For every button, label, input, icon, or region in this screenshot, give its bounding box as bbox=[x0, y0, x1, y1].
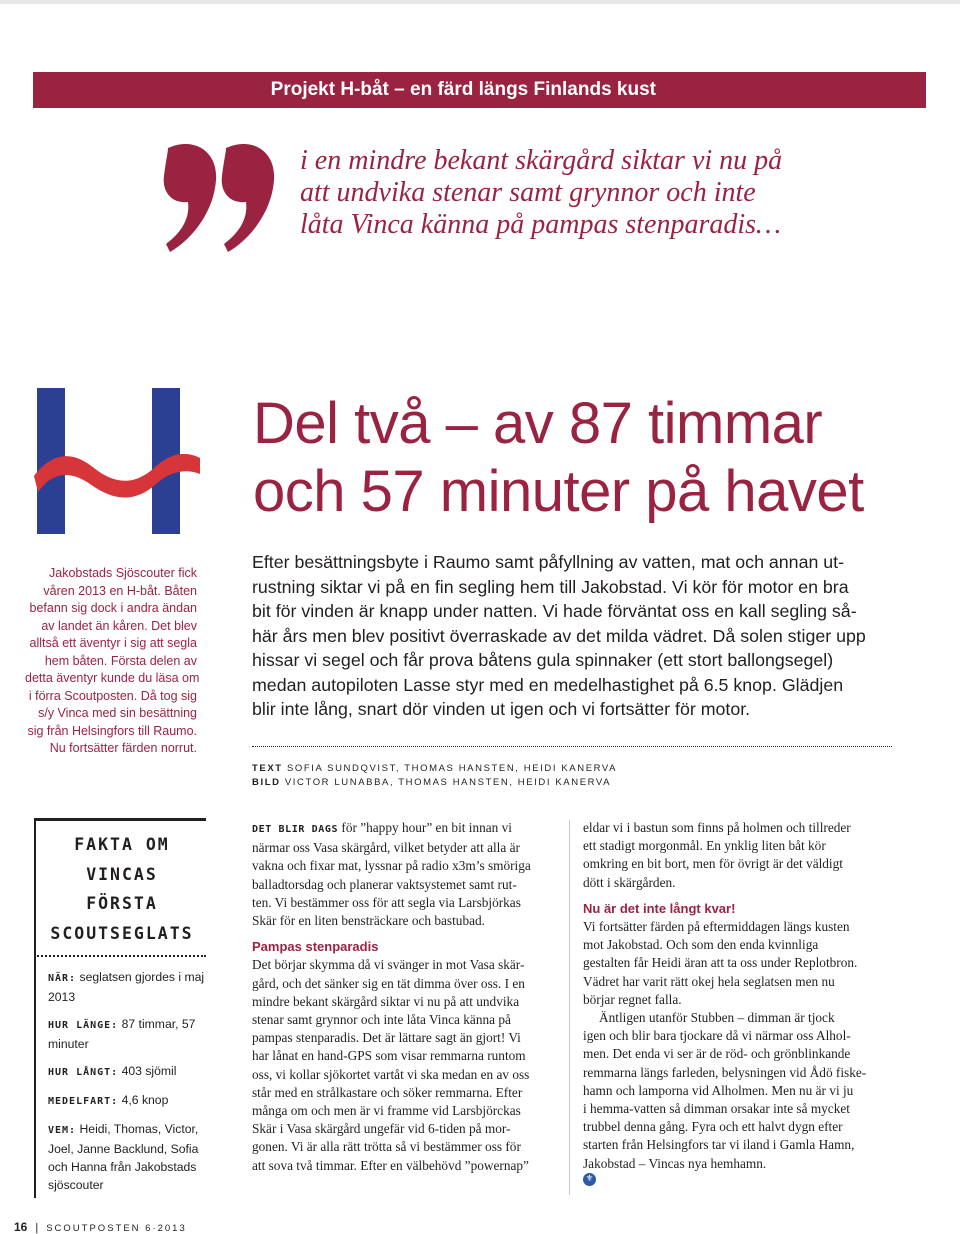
pull-quote bbox=[300, 145, 900, 241]
body-line: Vädret har varit rätt okej hela seglatsen men nu bbox=[583, 973, 835, 989]
text-credit-names: SOFIA SUNDQVIST, THOMAS HANSTEN, HEIDI KANERVA bbox=[286, 763, 618, 774]
body-line: oss, vi kollar sjökortet vartåt vi ska medan en av oss bbox=[252, 1066, 530, 1082]
intro-line: s/y Vinca med sin besättning bbox=[38, 706, 197, 720]
body-line: trubbel denna gång. Fyra och ett halvt dygn efter bbox=[583, 1119, 843, 1135]
text-credit-label: TEXT bbox=[252, 763, 283, 774]
intro-line: detta äventyr kunde du läsa om bbox=[25, 671, 200, 685]
intro-line: befann sig dock i andra ändan bbox=[29, 601, 197, 615]
lead-paragraph bbox=[252, 550, 902, 722]
fact-title-line: FAKTA OM bbox=[74, 835, 170, 854]
fact-label: HUR LÅNGT: bbox=[48, 1067, 119, 1078]
headline-line: och 57 minuter på havet bbox=[253, 459, 864, 524]
body-line: igen och blir bara tjockare då vi närmar oss Alhol- bbox=[583, 1028, 851, 1044]
body-line: men. Det enda vi ser är de röd- och grönblinkande bbox=[583, 1046, 851, 1062]
fact-value: Heidi, Thomas, Victor, Joel, Janne Backlund, Sofia och Hanna från Jakobstads sjöscouter bbox=[48, 1122, 199, 1192]
body-line: balladtorsdag och planerar vaktsystemet samt rut- bbox=[252, 876, 517, 892]
body-line: eldar vi i bastun som finns på holmen och tillreder bbox=[583, 820, 851, 835]
body-line: ett stadigt morgonmål. En ynklig liten båt kör bbox=[583, 838, 826, 854]
fact-value: 4,6 knop bbox=[121, 1093, 169, 1107]
body-line: i hemma-vatten så dimman orsakar inte så mycket bbox=[583, 1101, 850, 1117]
body-line: gonen. Vi är alla rätt trötta så vi bestämmer oss för bbox=[252, 1139, 521, 1155]
body-line: närmar oss Vasa skärgård, vilket betyder att alla är bbox=[252, 840, 520, 856]
fact-box-body bbox=[48, 968, 208, 1203]
fact-title-line: SCOUTSEGLATS bbox=[50, 923, 194, 943]
body-line: står med en strålkastare och söker remmarna. Efter bbox=[252, 1084, 523, 1100]
body-line: mot Jakobstad. Och som den enda kvinnliga bbox=[583, 937, 819, 953]
body-line: vakna och fixar mat, lyssnar på radio x3m’s smöriga bbox=[252, 858, 531, 874]
body-line: många om och men är vi framme vid Larsbjörckas bbox=[252, 1103, 521, 1119]
lead-line: medan autopiloten Lasse styr med en medelhastighet på 6.5 knop. Glädjen bbox=[252, 674, 844, 695]
fact-item bbox=[48, 1015, 208, 1053]
body-line: dött i skärgården. bbox=[583, 874, 676, 890]
fact-value: 403 sjömil bbox=[121, 1064, 177, 1078]
intro-line: av landet än kåren. Det blev bbox=[41, 618, 197, 633]
scout-lily-icon: ⚜ bbox=[583, 1173, 596, 1186]
page-number: 16 bbox=[14, 1220, 28, 1234]
fact-box bbox=[34, 818, 208, 1198]
intro-line: sig från Helsingfors till Raumo. bbox=[27, 723, 197, 738]
intro-line: Nu fortsätter färden norrut. bbox=[49, 741, 197, 755]
body-line: omkring en bit bort, men för övrigt är det väldigt bbox=[583, 856, 843, 872]
body-line: remmarna längs farleden, belysningen vid Ådö fiske- bbox=[583, 1064, 867, 1080]
body-column-3 bbox=[583, 819, 903, 1186]
body-column-2 bbox=[252, 819, 557, 1175]
body-line: hamn och lamporna vid Alholmen. Men nu är vi ju bbox=[583, 1082, 854, 1098]
intro-sidebar bbox=[25, 565, 200, 758]
lead-line: bit för vinden är knapp under natten. Vi hade förväntat oss en kall segling så- bbox=[252, 601, 857, 621]
subheading: Pampas stenparadis bbox=[252, 939, 379, 955]
photo-credit bbox=[252, 776, 617, 790]
fact-item bbox=[48, 968, 208, 1006]
column-divider bbox=[569, 820, 570, 1195]
pull-quote-line: låta Vinca känna på pampas stenparadis… bbox=[300, 209, 781, 240]
body-line: Skär för en liten bensträckare och bastubad. bbox=[252, 913, 485, 929]
page-footer bbox=[14, 1220, 187, 1234]
fact-item bbox=[48, 1091, 208, 1111]
intro-line: hem båten. Första delen av bbox=[44, 653, 197, 668]
lead-line: här års men blev positivt överraskade av det milda vädret. Då solen stiger upp bbox=[252, 625, 866, 646]
body-line: Vi fortsätter färden på eftermiddagen längs kusten bbox=[583, 919, 850, 935]
run-in-heading: DET BLIR DAGS bbox=[252, 824, 339, 835]
body-line: ten. Vi bestämmer oss för att segla via Larsbjörkas bbox=[252, 894, 521, 910]
fact-label: NÄR: bbox=[48, 973, 77, 984]
fact-box-title bbox=[36, 830, 208, 948]
intro-line: Jakobstads Sjöscouter fick bbox=[49, 566, 197, 580]
h-boat-logo bbox=[34, 388, 200, 534]
body-line: gård, och det sänker sig en tät dimma över oss. I en bbox=[252, 975, 525, 991]
body-line: Äntligen utanför Stubben – dimman är tjock bbox=[599, 1010, 835, 1026]
banner-title: Projekt H-båt – en färd längs Finlands kust bbox=[270, 79, 656, 100]
body-line: börjar regnet falla. bbox=[583, 991, 682, 1007]
intro-line: i förra Scoutposten. Då tog sig bbox=[28, 688, 197, 703]
body-line: stenar samt grynnor och inte låta Vinca känna på bbox=[252, 1012, 511, 1028]
intro-line: våren 2013 en H-båt. Båten bbox=[43, 583, 197, 598]
body-line: gestalten får Heidi äran att ta oss under Replotbron. bbox=[583, 955, 858, 971]
lead-line: blir inte lång, snart dör vinden ut igen och vi fortsätter för motor. bbox=[252, 699, 751, 719]
body-line: att sova två timmar. Efter en välbehövd ”powernap” bbox=[252, 1157, 529, 1173]
body-line bbox=[252, 819, 557, 839]
fact-label: MEDELFART: bbox=[48, 1096, 119, 1107]
photo-credit-label: BILD bbox=[252, 777, 281, 788]
footer-separator: | bbox=[35, 1222, 39, 1234]
body-line-text: för ”happy hour” en bit innan vi bbox=[338, 820, 512, 835]
article-credits bbox=[252, 762, 617, 790]
publication-name: SCOUTPOSTEN 6·2013 bbox=[46, 1223, 187, 1234]
section-banner bbox=[33, 72, 926, 108]
fact-value: 87 timmar, 57 minuter bbox=[48, 1017, 196, 1051]
fact-title-line: FÖRSTA bbox=[86, 894, 158, 913]
fact-label: VEM: bbox=[48, 1125, 77, 1136]
page-top-rule bbox=[0, 0, 960, 4]
photo-credit-names: VICTOR LUNABBA, THOMAS HANSTEN, HEIDI KANERVA bbox=[284, 777, 612, 788]
article-headline bbox=[253, 390, 943, 526]
body-line: mindre bekant skärgård siktar vi nu på att undvika bbox=[252, 993, 520, 1009]
headline-line: Del två – av 87 timmar bbox=[253, 391, 823, 456]
lead-line: rustning siktar vi på en fin segling hem till Jakobstad. Vi kör för motor en bra bbox=[252, 576, 849, 597]
fact-title-line: VINCAS bbox=[86, 864, 158, 884]
lead-line: hissar vi segel och får prova båtens gula spinnaker (ett stort ballongsegel) bbox=[252, 650, 834, 670]
pull-quote-line: att undvika stenar samt grynnor och inte bbox=[300, 177, 756, 208]
body-line: starten från Helsingfors tar vi iland i Gamla Hamn, bbox=[583, 1137, 855, 1153]
lead-line: Efter besättningsbyte i Raumo samt påfyllning av vatten, mat och annan ut- bbox=[252, 552, 845, 572]
body-line: Det börjar skymma då vi svänger in mot Vasa skär- bbox=[252, 957, 525, 973]
body-line: pampas stenparadis. Det är lättare sagt än gjort! Vi bbox=[252, 1030, 521, 1046]
subheading: Nu är det inte långt kvar! bbox=[583, 900, 736, 916]
last-line-text: Jakobstad – Vincas nya hemhamn. bbox=[583, 1155, 767, 1171]
fact-label: HUR LÄNGE: bbox=[48, 1020, 119, 1031]
fact-box-top-rule bbox=[34, 818, 206, 821]
body-line bbox=[583, 1155, 903, 1186]
intro-line: alltså ett äventyr i sig att segla bbox=[29, 636, 197, 650]
body-line: Skär i Vasa skärgård ungefär vid 6-tiden på mor- bbox=[252, 1121, 511, 1137]
fact-value: seglatsen gjordes i maj 2013 bbox=[48, 970, 205, 1004]
fact-item bbox=[48, 1120, 208, 1194]
credits-divider bbox=[252, 746, 892, 747]
fact-item bbox=[48, 1062, 208, 1082]
fact-box-divider bbox=[34, 955, 206, 957]
text-credit bbox=[252, 762, 617, 776]
pull-quote-line: i en mindre bekant skärgård siktar vi nu på bbox=[300, 145, 783, 176]
body-line: har lånat en hand-GPS som visar remmarna runtom bbox=[252, 1048, 526, 1064]
